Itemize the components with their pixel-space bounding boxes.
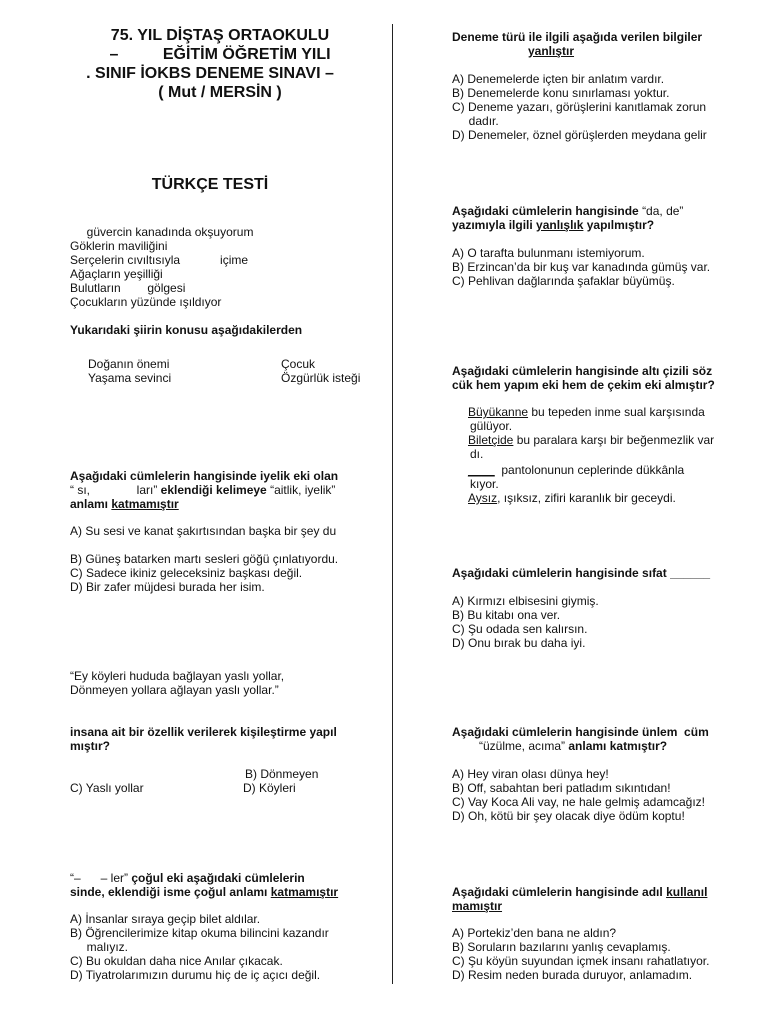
option-b[interactable]: B) Öğrencilerimize kitap okuma bilincini kazandır	[70, 926, 329, 940]
option-c[interactable]: C) Bu okuldan daha nice Anılar çıkacak.	[70, 954, 283, 968]
option-d[interactable]: D) Tiyatrolarımızın durumu hiç de iç açıcı değil.	[70, 968, 321, 982]
option-d[interactable]: D) Resim neden burada duruyor, anlamadım.	[452, 968, 693, 982]
option-c[interactable]: C) Vay Koca Ali vay, ne hale gelmiş adamcağız!	[452, 795, 706, 809]
question-da-de	[452, 204, 752, 288]
question-stem: “üzülme, acıma” anlamı katmıştır?	[479, 739, 668, 753]
option-d[interactable]: D) Köyleri	[243, 781, 296, 795]
option-b[interactable]: B) Denemelerde konu sınırlaması yoktur.	[452, 86, 670, 100]
option-b[interactable]: Biletçide bu paralara karşı bir beğenmezlik var	[468, 433, 715, 447]
option-b[interactable]: B) Erzincan’da bir kuş var kanadında gümüş var.	[452, 260, 711, 274]
option-a[interactable]: A) İnsanlar sıraya geçip bilet aldılar.	[70, 912, 261, 926]
option-d[interactable]: Aysız, ışıksız, zifiri karanlık bir geceydi.	[468, 491, 676, 505]
option-b[interactable]: B) Güneş batarken martı sesleri göğü çınlatıyordu.	[70, 552, 339, 566]
answer-options	[70, 767, 382, 797]
question-stem: Aşağıdaki cümlelerin hangisinde adıl kullanıl	[452, 885, 708, 899]
answer-options	[452, 926, 752, 982]
option-b-cont: malıyız.	[70, 940, 129, 954]
option-b[interactable]: B) Dönmeyen	[245, 767, 319, 781]
header-line-3: . SINIF İOKBS DENEME SINAVI –	[86, 65, 334, 82]
option-d[interactable]: D) Onu bırak bu daha iyi.	[452, 636, 586, 650]
question-stem: Aşağıdaki cümlelerin hangisinde ünlem cüm	[452, 725, 709, 739]
answer-options	[70, 912, 382, 982]
option-c[interactable]: C) Şu köyün suyundan içmek insanı rahatlatıyor.	[452, 954, 710, 968]
option-a[interactable]: A) Portekiz’den bana ne aldın?	[452, 926, 617, 940]
option-a[interactable]: A) Su sesi ve kanat şakırtısından başka bir şey du	[70, 524, 337, 538]
question-unlem	[452, 725, 752, 823]
answer-options	[452, 594, 752, 650]
option-a[interactable]: Büyükanne bu tepeden inme sual karşısında	[468, 405, 705, 419]
header-line-4: ( Mut / MERSİN )	[158, 84, 282, 101]
option-c[interactable]: C) Sadece ikiniz geleceksiniz başkası değil.	[70, 566, 303, 580]
question-cogul	[70, 871, 382, 982]
question-ek	[452, 364, 752, 505]
question-stem: Aşağıdaki cümlelerin hangisinde altı çizili söz	[452, 364, 713, 378]
quote-line: Dönmeyen yollara ağlayan yaslı yollar.”	[70, 683, 279, 697]
option-a[interactable]: A) O tarafta bulunmanı istemiyorum.	[452, 246, 645, 260]
question-stem: Aşağıdaki cümlelerin hangisinde sıfat ______	[452, 566, 711, 580]
option-b-cont: dı.	[470, 447, 484, 461]
question-stem: yazımıyla ilgili yanlışlık yapılmıştır?	[452, 218, 655, 232]
question-stem: “ sı, ları” eklendiği kelimeye “aitlik, iyelik”	[70, 483, 336, 497]
poem-line: Bulutların gölgesi	[70, 281, 186, 295]
answer-options	[70, 524, 382, 594]
option-a[interactable]: A) Hey viran olası dünya hey!	[452, 767, 609, 781]
question-stem: Aşağıdaki cümlelerin hangisinde “da, de”	[452, 204, 684, 218]
option-d[interactable]: Özgürlük isteği	[281, 371, 361, 385]
option-b[interactable]: B) Off, sabahtan beri patladım sıkıntıdan!	[452, 781, 671, 795]
option-c-cont: dadır.	[452, 114, 499, 128]
option-c[interactable]: C) Deneme yazarı, görüşlerini kanıtlamak zorun	[452, 100, 707, 114]
header-line-2: – EĞİTİM ÖĞRETİM YILI	[109, 46, 331, 63]
option-c[interactable]: ____ pantolonunun ceplerinde dükkânla	[468, 463, 685, 477]
answer-options	[70, 357, 382, 387]
question-stem: Yukarıdaki şiirin konusu aşağıdakilerden	[70, 323, 303, 337]
option-a[interactable]: A) Kırmızı elbisesini giymiş.	[452, 594, 599, 608]
question-stem: sinde, eklendiği isme çoğul anlamı katmamıştır	[70, 885, 339, 899]
option-b[interactable]: B) Soruların bazılarını yanlış cevaplamış.	[452, 940, 671, 954]
option-c[interactable]: Yaşama sevinci	[88, 371, 172, 385]
option-c-cont: kıyor.	[470, 477, 499, 491]
poem-question	[70, 225, 382, 387]
option-b[interactable]: B) Bu kitabı ona ver.	[452, 608, 561, 622]
poem-line: Ağaçların yeşilliği	[70, 267, 163, 281]
test-title: TÜRKÇE TESTİ	[151, 176, 269, 193]
question-stem: cük hem yapım eki hem de çekim eki almıştır?	[452, 378, 715, 392]
option-c[interactable]: C) Şu odada sen kalırsın.	[452, 622, 588, 636]
question-stem: Deneme türü ile ilgili aşağıda verilen bilgiler	[452, 30, 703, 44]
header-line-1: 75. YIL DİŞTAŞ ORTAOKULU	[110, 27, 330, 44]
question-sifat	[452, 566, 752, 650]
question-kisilestirme	[70, 669, 382, 797]
question-stem: mamıştır	[452, 899, 503, 913]
poem-line: güvercin kanadında okşuyorum	[70, 225, 254, 239]
option-b[interactable]: Çocuk	[281, 357, 316, 371]
option-a[interactable]: A) Denemelerde içten bir anlatım vardır.	[452, 72, 665, 86]
poem-line: Çocukların yüzünde ışıldıyor	[70, 295, 222, 309]
question-stem: Aşağıdaki cümlelerin hangisinde iyelik eki olan	[70, 469, 339, 483]
poem-line: Göklerin maviliğini	[70, 239, 168, 253]
option-c[interactable]: C) Pehlivan dağlarında şafaklar büyümüş.	[452, 274, 675, 288]
spacer	[70, 538, 382, 552]
answer-options	[452, 72, 752, 142]
option-d[interactable]: D) Bir zafer müjdesi burada her isim.	[70, 580, 265, 594]
answer-options	[452, 767, 752, 823]
question-iyelik	[70, 469, 382, 594]
question-stem: insana ait bir özellik verilerek kişileştirme yapıl	[70, 725, 337, 739]
question-stem: yanlıştır	[528, 44, 575, 58]
question-deneme	[452, 30, 752, 142]
answer-options	[452, 405, 752, 505]
answer-options	[452, 246, 752, 288]
option-a[interactable]: Doğanın önemi	[88, 357, 170, 371]
quote-line: “Ey köyleri hududa bağlayan yaslı yollar,	[70, 669, 285, 683]
column-divider	[392, 24, 393, 984]
option-a-cont: gülüyor.	[470, 419, 513, 433]
poem-line: Serçelerin cıvıltısıyla içime	[70, 253, 249, 267]
question-stem: “– – ler” çoğul eki aşağıdaki cümlelerin	[70, 871, 305, 885]
question-stem: mıştır?	[70, 739, 111, 753]
option-d[interactable]: D) Oh, kötü bir şey olacak diye ödüm koptu!	[452, 809, 685, 823]
option-d[interactable]: D) Denemeler, öznel görüşlerden meydana gelir	[452, 128, 707, 142]
option-c[interactable]: C) Yaslı yollar	[70, 781, 144, 795]
school-header	[70, 26, 370, 102]
question-stem: anlamı katmamıştır	[70, 497, 179, 511]
question-adil	[452, 885, 752, 982]
